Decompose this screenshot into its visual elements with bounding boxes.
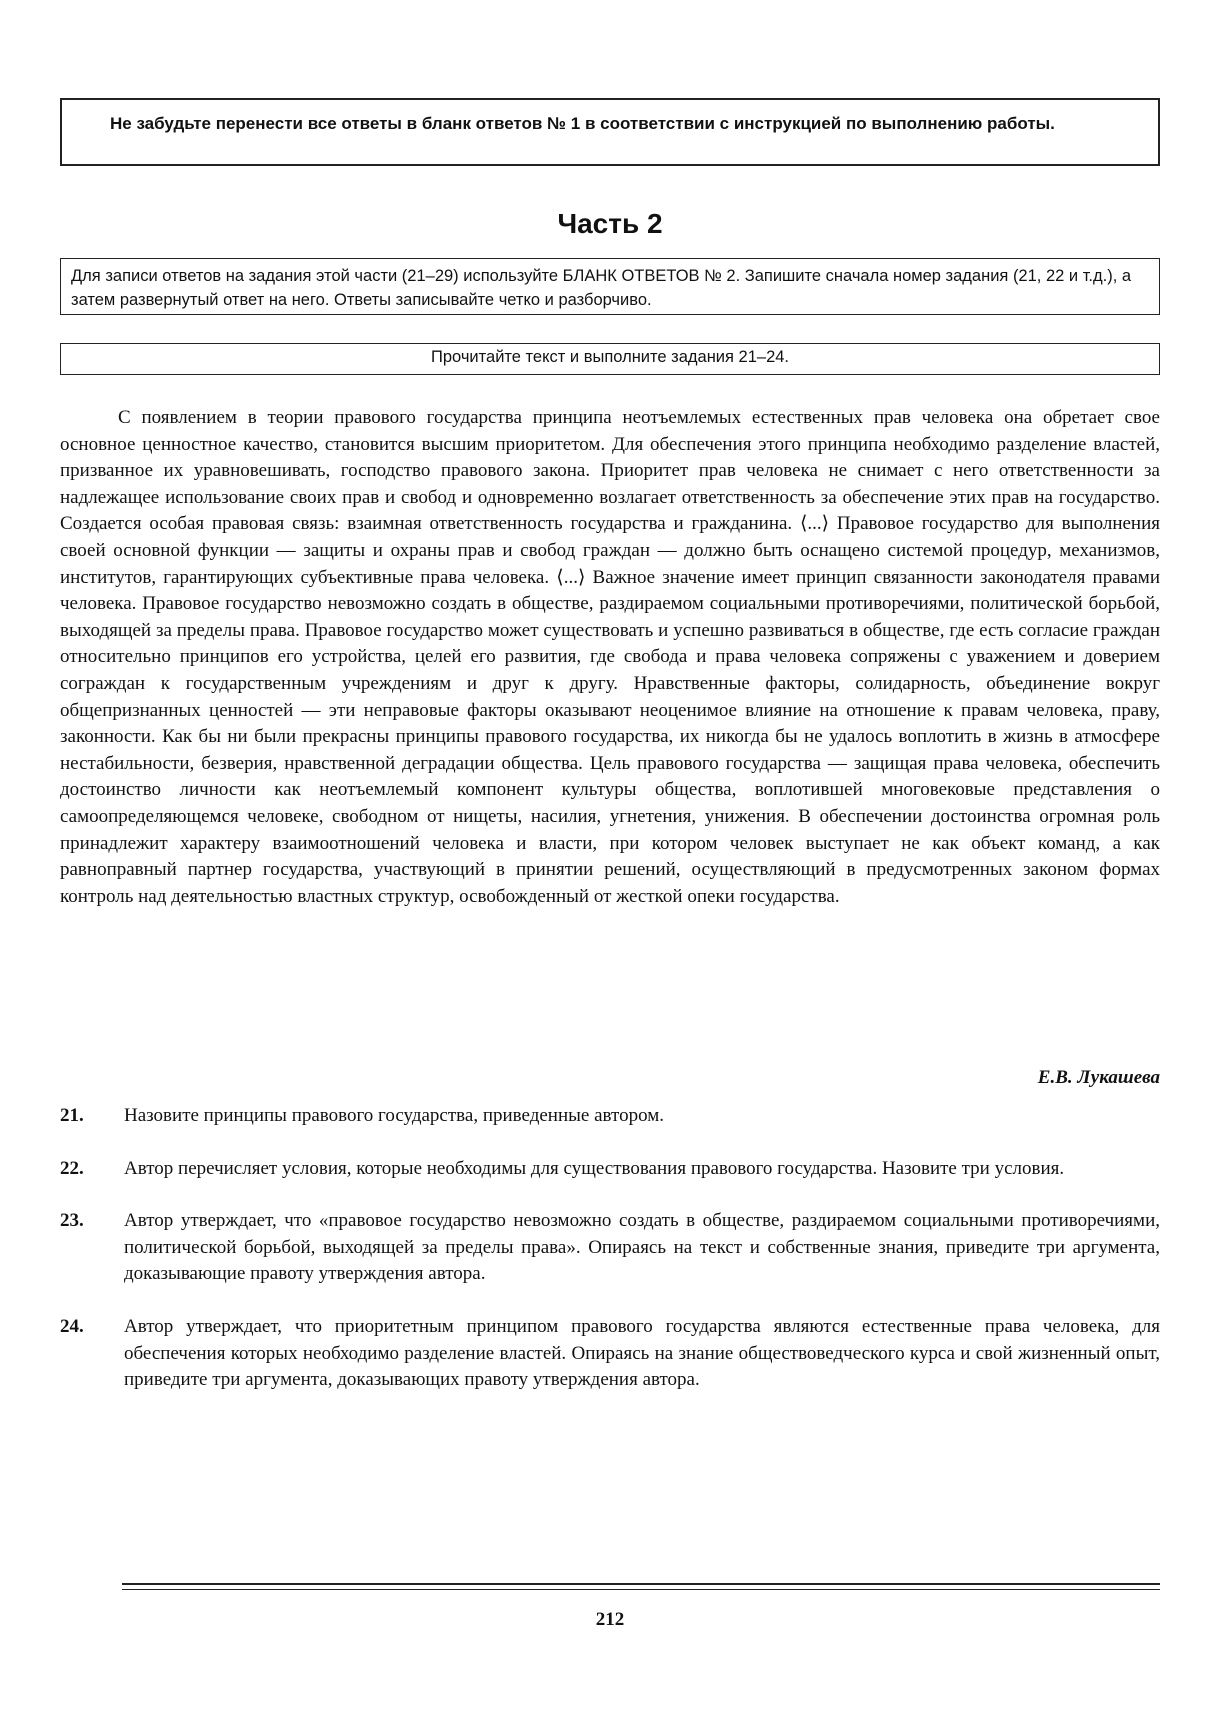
transfer-answers-notice: Не забудьте перенести все ответы в бланк ответов № 1 в соответствии с инструкцией по выполнению работы.: [60, 98, 1160, 166]
reading-passage: С появлением в теории правового государства принципа неотъемлемых естественных прав человека она обретает свое основное ценностное качество, становится высшим приоритетом. Для обеспечения этого принципа необходимо разделение властей, призванное их уравновешивать, господство правового закона. Приоритет прав человека не снимает с него ответственности за надлежащее использование своих прав и свобод и одновременно возлагает ответственность за обеспечение этих прав на государство. Создается особая правовая связь: взаимная ответственность государства и гражданина. ⟨...⟩ Правовое государство для выполнения своей основной функции — защиты и охраны прав и свобод граждан — должно быть оснащено системой процедур, механизмов, институтов, гарантирующих субъективные права человека. ⟨...⟩ Важное значение имеет принцип связанности законодателя правами человека. Правовое государство невозможно создать в обществе, раздираемом социальными противоречиями, политической борьбой, выходящей за пределы права. Правовое государство может существовать и успешно развиваться в обществе, где есть согласие граждан относительно принципов его устройства, целей его развития, где свобода и права человека сопряжены с уважением и доверием сограждан к государственным учреждениям и друг к другу. Нравственные факторы, солидарность, объединение вокруг общепризнанных ценностей — эти неправовые факторы оказывают неоценимое влияние на отношение к правам человека, праву, законности. Как бы ни были прекрасны принципы правового государства, их никогда бы не удалось воплотить в жизнь в атмосфере нестабильности, безверия, нравственной деградации общества. Цель правового государства — защищая права человека, обеспечить достоинство личности как неотъемлемый компонент культуры общества, воплотившей многовековые представления о самоопределяющемся человеке, свободном от нищеты, насилия, угнетения, унижения. В обеспечении достоинства огромная роль принадлежит характеру взаимоотношений человека и власти, при котором человек выступает не как объект команд, а как равноправный партнер государства, участвующий в принятии решений, осуществляющий в предусмотренных законом формах контроль над деятельностью властных структур, освобожденный от жесткой опеки государства.: [60, 407, 1160, 907]
task-item: [60, 1103, 1160, 1130]
task-text: Автор утверждает, что «правовое государство невозможно создать в обществе, раздираемом социальными противоречиями, политической борьбой, выходящей за пределы права». Опираясь на текст и собственные знания, приведите три аргумента, доказывающие правоту утверждения автора.: [124, 1210, 1160, 1285]
task-item: [60, 1208, 1160, 1288]
task-number: 21.: [60, 1105, 84, 1126]
task-text: Автор перечисляет условия, которые необходимы для существования правового государства. Назовите три условия.: [124, 1157, 1065, 1179]
read-text-prompt: Прочитайте текст и выполните задания 21–24.: [60, 343, 1160, 375]
task-number: 24.: [60, 1315, 84, 1337]
page-number: 212: [595, 1609, 625, 1630]
task-list: [60, 1103, 1160, 1420]
task-item: [60, 1156, 1160, 1183]
answer-instructions-box: Для записи ответов на задания этой части (21–29) используйте БЛАНК ОТВЕТОВ № 2. Запишите сначала номер задания (21, 22 и т.д.), а затем развернутый ответ на него. Ответы записывайте четко и разборчиво.: [60, 258, 1160, 315]
passage-author: Е.В. Лукашева: [1037, 1067, 1160, 1088]
task-item: [60, 1314, 1160, 1394]
task-text: Назовите принципы правового государства, приведенные автором.: [124, 1105, 664, 1126]
footer-divider: [122, 1583, 1160, 1590]
task-number: 22.: [60, 1157, 84, 1179]
task-text: Автор утверждает, что приоритетным принципом правового государства являются естественные права человека, для обеспечения которых необходимо разделение властей. Опираясь на знание обществоведческого курса и свой жизненный опыт, приведите три аргумента, доказывающих правоту утверждения автора.: [124, 1315, 1160, 1391]
task-number: 23.: [60, 1210, 84, 1232]
part-title: Часть 2: [557, 208, 663, 239]
